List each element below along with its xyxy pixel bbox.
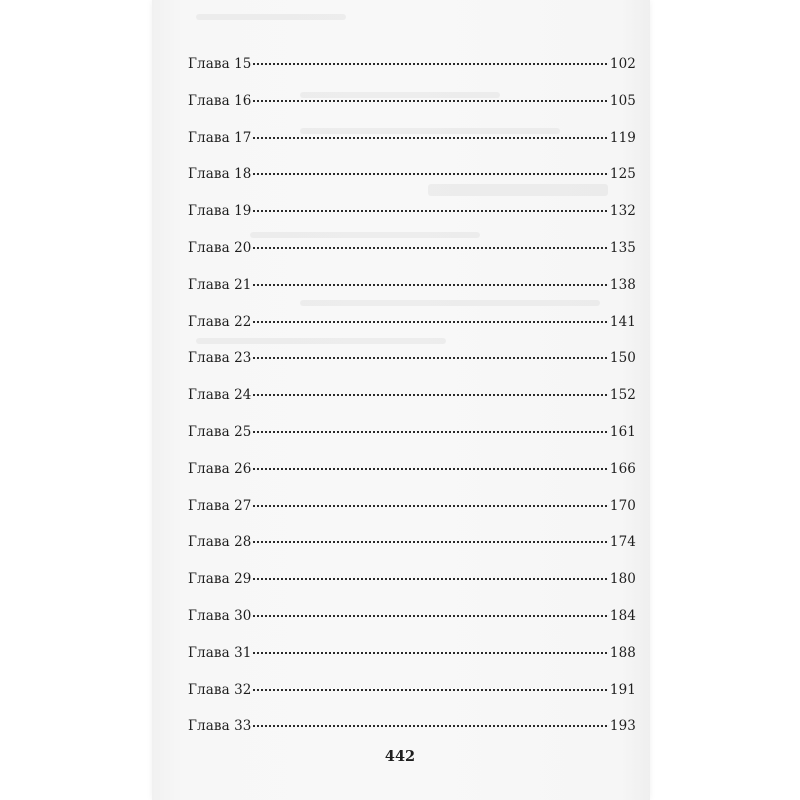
toc-entry (188, 346, 636, 383)
dot-leader (253, 541, 606, 543)
toc-entry (188, 126, 636, 163)
toc-entry-page: 188 (609, 644, 636, 661)
toc-entry-title: Глава 25 (188, 423, 252, 440)
toc-entry-page: 174 (609, 534, 636, 551)
toc-entry-title: Глава 18 (188, 166, 252, 183)
dot-leader (253, 137, 606, 139)
dot-leader (253, 63, 606, 65)
dot-leader (253, 321, 606, 323)
toc-entry (188, 89, 636, 126)
dot-leader (253, 652, 606, 654)
toc-entry-page: 170 (609, 497, 636, 514)
toc-entry-page: 102 (609, 56, 636, 72)
dot-leader (253, 357, 606, 359)
toc-entry (188, 420, 636, 457)
dot-leader (253, 394, 606, 396)
dot-leader (253, 100, 606, 102)
table-of-contents (188, 52, 636, 751)
toc-entry-title: Глава 29 (188, 571, 252, 588)
toc-entry-title: Глава 20 (188, 239, 252, 256)
dot-leader (253, 173, 606, 175)
toc-entry-page: 152 (609, 387, 636, 404)
toc-entry (188, 641, 636, 678)
toc-entry-title: Глава 22 (188, 313, 252, 330)
dot-leader (253, 468, 606, 470)
toc-entry (188, 567, 636, 604)
dot-leader (253, 615, 606, 617)
bleed-through-mark (196, 14, 346, 20)
dot-leader (253, 210, 606, 212)
toc-entry-title: Глава 33 (188, 718, 252, 735)
toc-entry-page: 161 (609, 423, 636, 440)
toc-entry-page: 150 (609, 350, 636, 367)
toc-entry-page: 191 (609, 681, 636, 698)
dot-leader (253, 284, 606, 286)
dot-leader (253, 505, 606, 507)
toc-entry-title: Глава 21 (188, 276, 252, 293)
toc-entry (188, 52, 636, 89)
toc-entry-page: 184 (609, 607, 636, 624)
toc-entry-title: Глава 19 (188, 203, 252, 220)
toc-entry-title: Глава 31 (188, 644, 252, 661)
toc-entry-title: Глава 17 (188, 129, 252, 146)
toc-entry (188, 273, 636, 310)
toc-entry-title: Глава 30 (188, 607, 252, 624)
toc-entry (188, 236, 636, 273)
toc-entry-title: Глава 32 (188, 681, 252, 698)
toc-entry-title: Глава 27 (188, 497, 252, 514)
toc-entry (188, 604, 636, 641)
toc-entry-page: 166 (609, 460, 636, 477)
toc-entry (188, 383, 636, 420)
toc-entry (188, 530, 636, 567)
dot-leader (253, 247, 606, 249)
toc-entry-title: Глава 28 (188, 534, 252, 551)
toc-entry (188, 162, 636, 199)
toc-entry-page: 125 (609, 166, 636, 183)
toc-entry-page: 141 (609, 313, 636, 330)
toc-entry-page: 132 (609, 203, 636, 220)
toc-entry (188, 678, 636, 715)
toc-entry-title: Глава 24 (188, 387, 252, 404)
toc-entry-title: Глава 23 (188, 350, 252, 367)
toc-entry-title: Глава 16 (188, 92, 252, 109)
toc-entry (188, 310, 636, 347)
dot-leader (253, 725, 606, 727)
toc-entry-page: 105 (609, 92, 636, 109)
toc-entry (188, 457, 636, 494)
toc-entry (188, 494, 636, 531)
toc-entry-page: 135 (609, 239, 636, 256)
dot-leader (253, 689, 606, 691)
dot-leader (253, 578, 606, 580)
toc-entry-title: Глава 26 (188, 460, 252, 477)
toc-entry (188, 199, 636, 236)
toc-entry-page: 193 (609, 718, 636, 735)
toc-entry-title: Глава 15 (188, 56, 252, 72)
toc-entry-page: 180 (609, 571, 636, 588)
page-number: 442 (384, 748, 416, 765)
toc-entry (188, 714, 636, 751)
dot-leader (253, 431, 606, 433)
toc-entry-page: 119 (609, 129, 636, 146)
toc-entry-page: 138 (609, 276, 636, 293)
